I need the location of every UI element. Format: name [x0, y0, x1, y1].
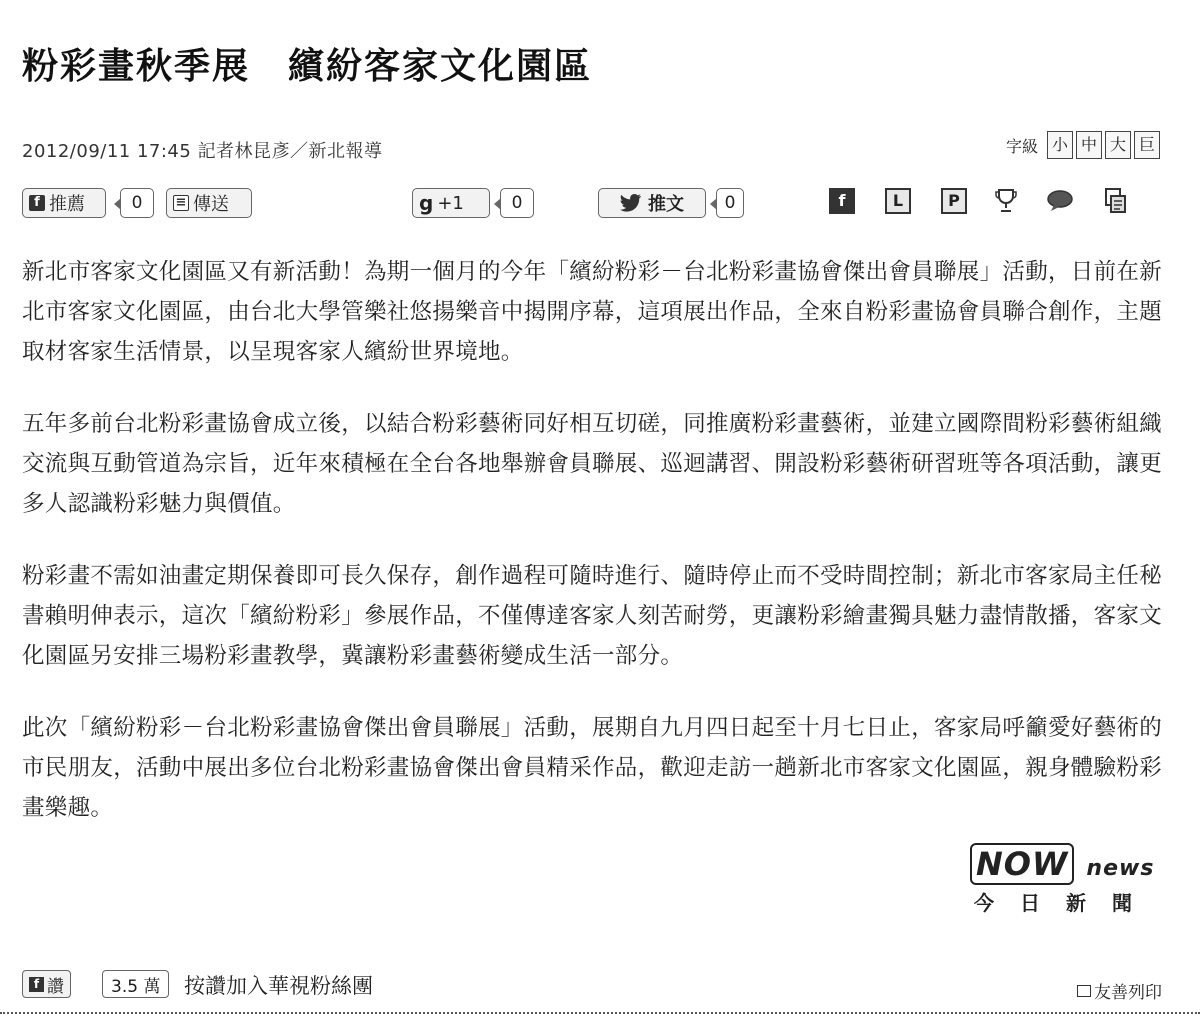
send-button[interactable]	[166, 188, 252, 218]
like-count: 3.5 萬	[102, 970, 169, 998]
font-size-medium-button[interactable]: 中	[1076, 131, 1102, 159]
twitter-bird-icon	[620, 194, 642, 212]
article-paragraph: 新北市客家文化園區又有新活動！為期一個月的今年「繽紛粉彩－台北粉彩畫協會傑出會員聯展」活動，日前在新北市客家文化園區，由台北大學管樂社悠揚樂音中揭開序幕，這項展出作品，全來自粉彩畫協會員聯合創作，主題取材客家生活情景，以呈現客家人繽紛世界境地。	[22, 259, 1163, 365]
printer-icon	[1077, 985, 1091, 997]
plurk-share-glyph: L	[885, 188, 911, 214]
logo-tail: news	[1086, 856, 1155, 881]
print-link[interactable]	[1077, 978, 1162, 1003]
trophy-icon	[994, 188, 1018, 214]
p-share-icon[interactable]	[940, 186, 968, 216]
logo-main: NOW	[970, 843, 1074, 885]
facebook-recommend-button[interactable]	[22, 188, 106, 218]
gplus-label: +1	[437, 192, 464, 214]
document-stack-icon	[1103, 187, 1129, 215]
font-size-large-button[interactable]: 大	[1105, 131, 1131, 159]
footer-bar	[22, 966, 1170, 1003]
nownews-logo	[970, 845, 1180, 915]
article-body	[22, 252, 1182, 860]
social-share-bar	[22, 186, 1170, 226]
font-size-small-button[interactable]: 小	[1047, 131, 1073, 159]
comment-share-icon[interactable]	[1046, 186, 1074, 216]
misc-share-icon[interactable]	[1102, 186, 1130, 216]
article-title: 粉彩畫秋季展 繽紛客家文化園區	[22, 46, 593, 87]
logo-brand	[970, 845, 1180, 885]
article-paragraph: 五年多前台北粉彩畫協會成立後，以結合粉彩藝術同好相互切磋，同推廣粉彩畫藝術，並建立國際間粉彩藝術組織交流與互動管道為宗旨，近年來積極在全台各地舉辦會員聯展、巡迴講習、開設粉彩藝術研習班等各項活動，讓更多人認識粉彩魅力與價值。	[22, 411, 1163, 517]
article-meta: 2012/09/11 17:45 記者林昆彥／新北報導	[22, 141, 383, 162]
facebook-like-button[interactable]	[22, 970, 71, 998]
gplus-icon: g	[419, 191, 434, 215]
font-size-label: 字級	[1005, 136, 1038, 156]
logo-sub: 今日新聞	[974, 891, 1158, 915]
recommend-count: 0	[120, 188, 154, 218]
article-paragraph: 粉彩畫不需如油畫定期保養即可長久保存，創作過程可隨時進行、隨時停止而不受時間控制；新北市客家局主任秘書賴明伸表示，這次「繽紛粉彩」參展作品，不僅傳達客家人刻苦耐勞，更讓粉彩繪畫獨具魅力盡情散播，客家文化園區另安排三場粉彩畫教學，冀讓粉彩畫藝術變成生活一部分。	[22, 563, 1163, 669]
article-paragraph: 此次「繽紛粉彩－台北粉彩畫協會傑出會員聯展」活動，展期自九月四日起至十月七日止，客家局呼籲愛好藝術的市民朋友，活動中展出多位台北粉彩畫協會傑出會員精采作品，歡迎走訪一趟新北市客家文化園區，親身體驗粉彩畫樂趣。	[22, 715, 1163, 821]
facebook-share-icon[interactable]	[828, 186, 856, 216]
gplus-button[interactable]	[412, 188, 490, 218]
font-size-controls	[1006, 131, 1160, 159]
facebook-icon: f	[29, 977, 44, 992]
fan-page-link[interactable]: 按讚加入華視粉絲團	[184, 974, 373, 998]
tweet-label: 推文	[648, 194, 684, 215]
plurk-share-icon[interactable]	[884, 186, 912, 216]
speech-bubble-icon	[1046, 189, 1074, 213]
print-label: 友善列印	[1094, 983, 1162, 1003]
font-size-xlarge-button[interactable]: 巨	[1134, 131, 1160, 159]
tweet-count: 0	[716, 188, 744, 218]
tweet-button[interactable]	[598, 188, 706, 218]
send-icon: ≡	[173, 195, 189, 211]
facebook-share-glyph: f	[829, 188, 855, 214]
like-label: 讚	[47, 976, 64, 997]
recommend-label: 推薦	[49, 194, 85, 215]
divider	[0, 1012, 1200, 1014]
gplus-count: 0	[500, 188, 534, 218]
facebook-icon: f	[29, 195, 45, 211]
p-share-glyph: P	[941, 188, 967, 214]
trophy-share-icon[interactable]	[992, 186, 1020, 216]
send-label: 傳送	[193, 194, 229, 215]
